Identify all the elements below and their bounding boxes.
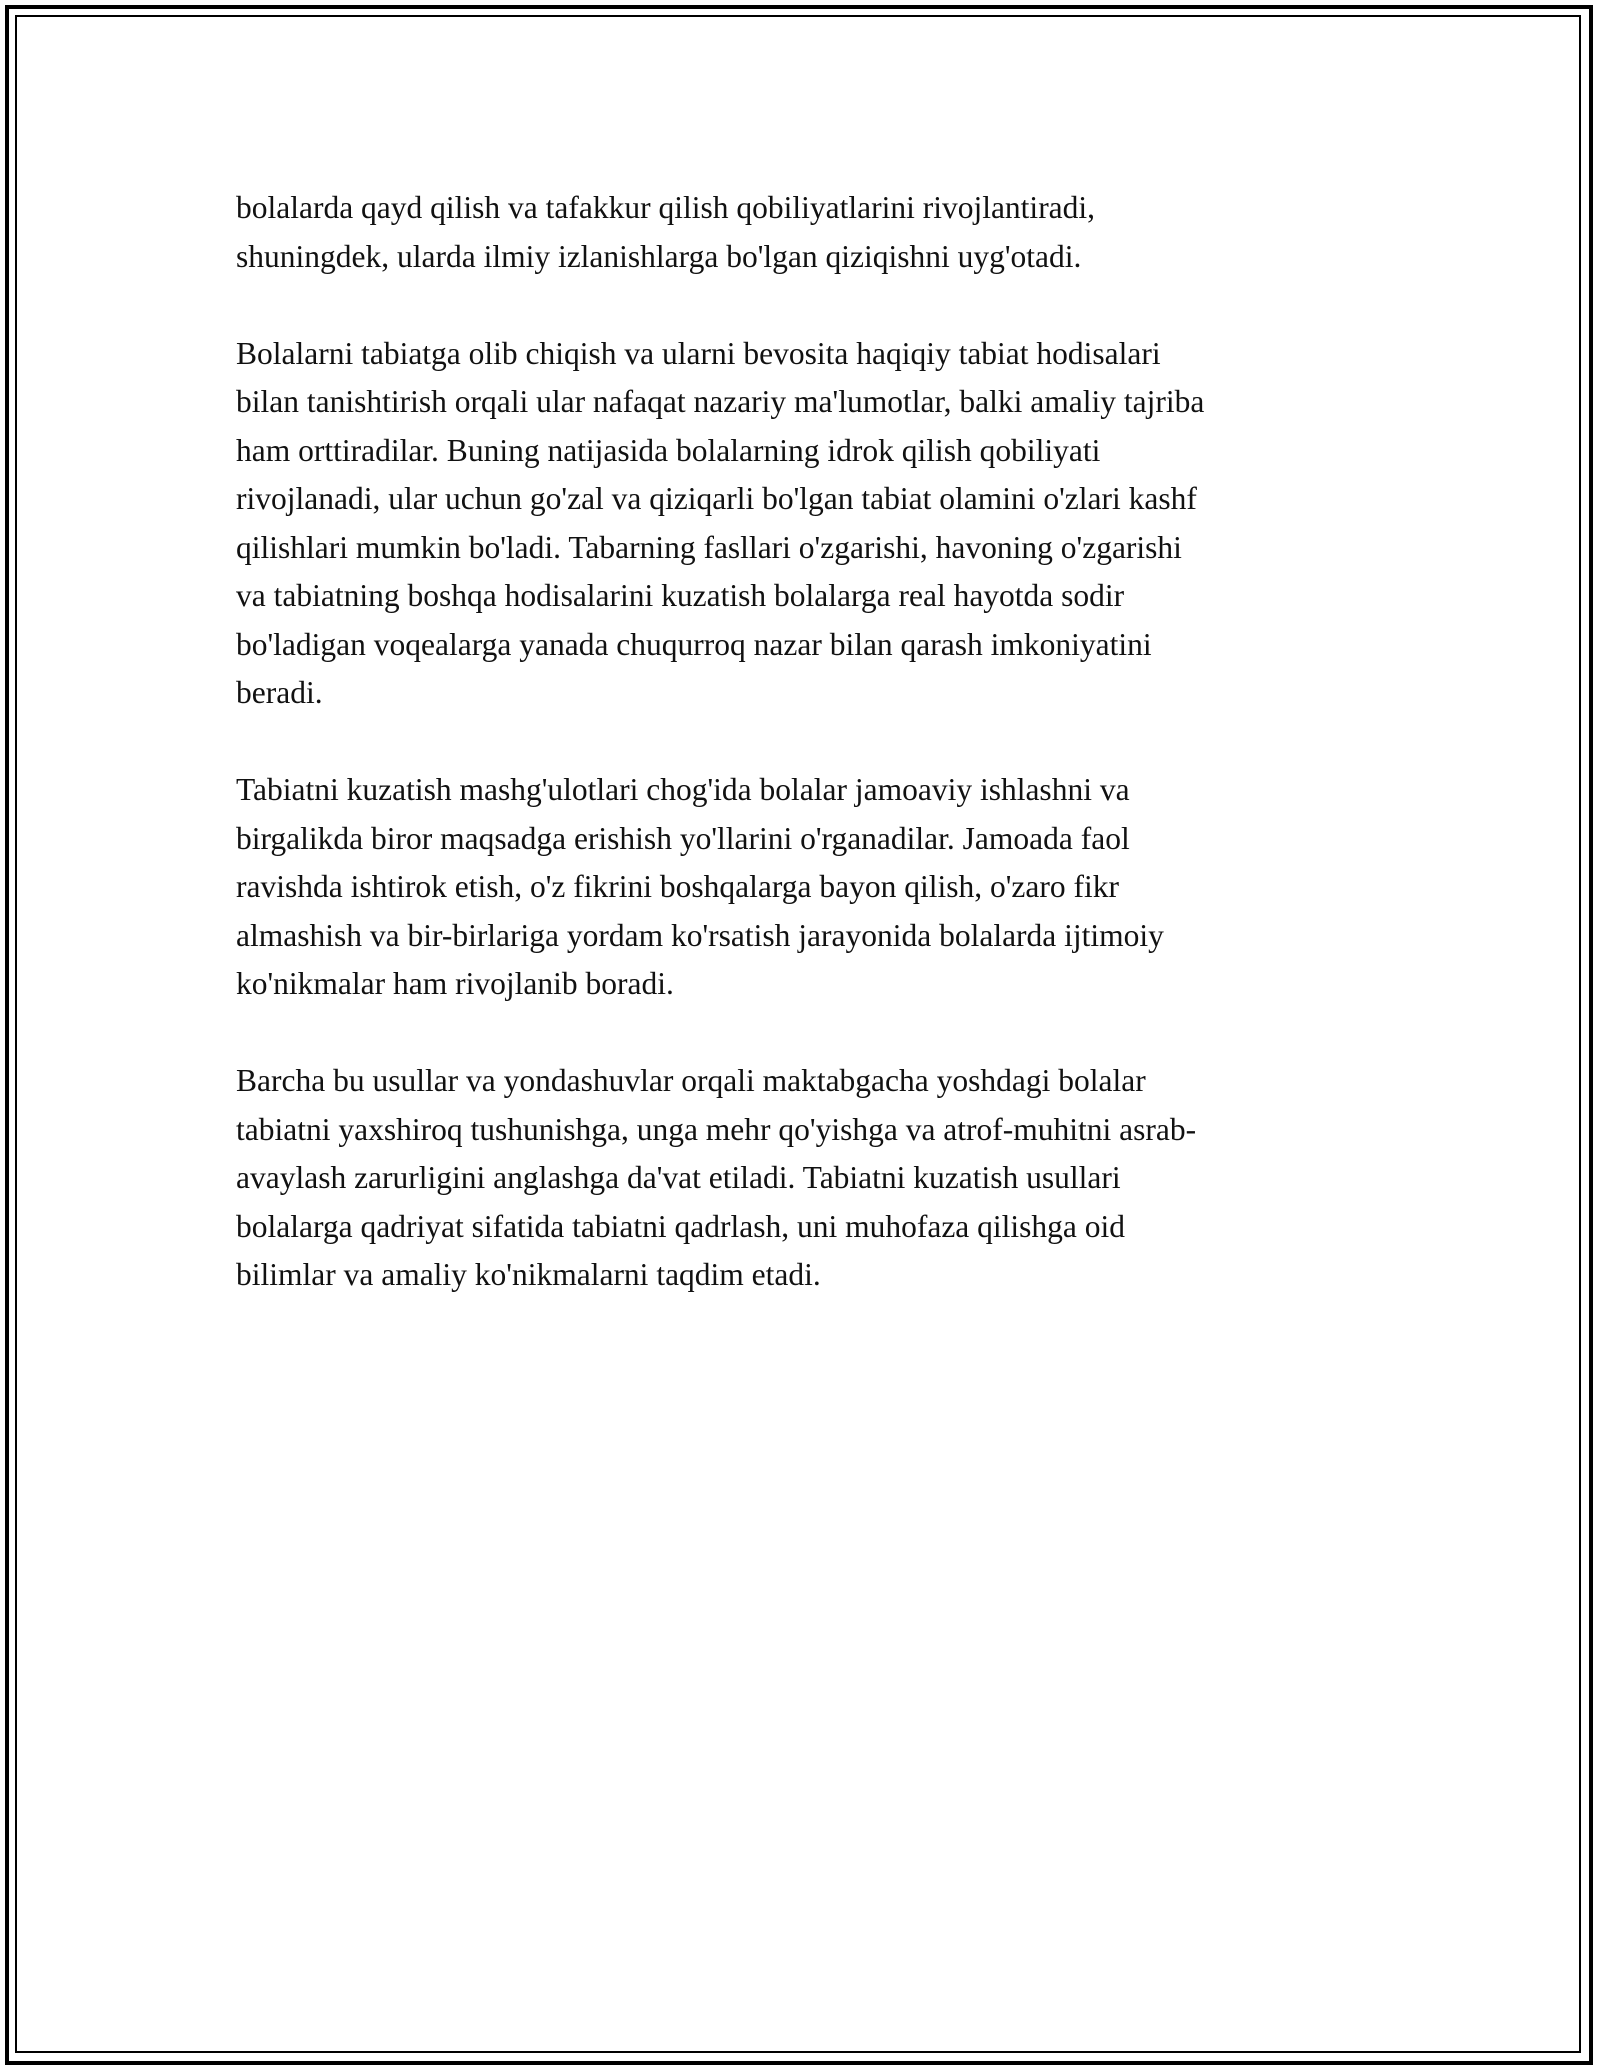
text-line: qilishlari mumkin bo'ladi. Tabarning fasllari o'zgarishi, havoning o'zgarishi [236,529,1182,565]
text-line: Barcha bu usullar va yondashuvlar orqali maktabgacha yoshdagi bolalar [236,1063,1146,1098]
text-line: ko'nikmalar ham rivojlanib boradi. [236,966,674,1001]
text-line: ham orttiradilar. Buning natijasida bolalarning idrok qilish qobiliyati [236,432,1101,468]
paragraph-1 [236,184,1386,281]
text-line: almashish va bir-birlariga yordam ko'rsatish jarayonida bolalarda ijtimoiy [236,917,1164,953]
text-line: va tabiatning boshqa hodisalarini kuzatish bolalarga real hayotda sodir [236,578,1125,613]
text-line: ravishda ishtirok etish, o'z fikrini boshqalarga bayon qilish, o'zaro fikr [236,869,1119,904]
text-line: bilan tanishtirish orqali ular nafaqat nazariy ma'lumotlar, balki amaliy tajriba [236,384,1205,419]
text-line: bolalarga qadriyat sifatida tabiatni qadrlash, uni muhofaza qilishga oid [236,1208,1126,1244]
text-line: bo'ladigan voqealarga yanada chuqurroq nazar bilan qarash imkoniyatini [236,626,1152,662]
text-line: Tabiatni kuzatish mashg'ulotlari chog'ida bolalar jamoaviy ishlashni va [236,772,1130,807]
text-line: Bolalarni tabiatga olib chiqish va ularni bevosita haqiqiy tabiat hodisalari [236,335,1161,371]
text-line: bolalarda qayd qilish va tafakkur qilish qobiliyatlarini rivojlantiradi, [236,190,1096,225]
text-line: shuningdek, ularda ilmiy izlanishlarga bo'lgan qiziqishni uyg'otadi. [236,238,1082,274]
text-line: birgalikda biror maqsadga erishish yo'llarini o'rganadilar. Jamoada faol [236,820,1130,856]
paragraph-4 [236,1057,1386,1300]
text-line: avaylash zarurligini anglashga da'vat etiladi. Tabiatni kuzatish usullari [236,1160,1121,1195]
text-line: beradi. [236,675,323,710]
text-line: bilimlar va amaliy ko'nikmalarni taqdim etadi. [236,1257,821,1292]
paragraph-2 [236,330,1386,718]
document-body [236,184,1386,1348]
text-line: rivojlanadi, ular uchun go'zal va qiziqarli bo'lgan tabiat olamini o'zlari kashf [236,481,1197,516]
paragraph-3 [236,766,1386,1009]
text-line: tabiatni yaxshiroq tushunishga, unga mehr qo'yishga va atrof-muhitni asrab- [236,1111,1197,1147]
